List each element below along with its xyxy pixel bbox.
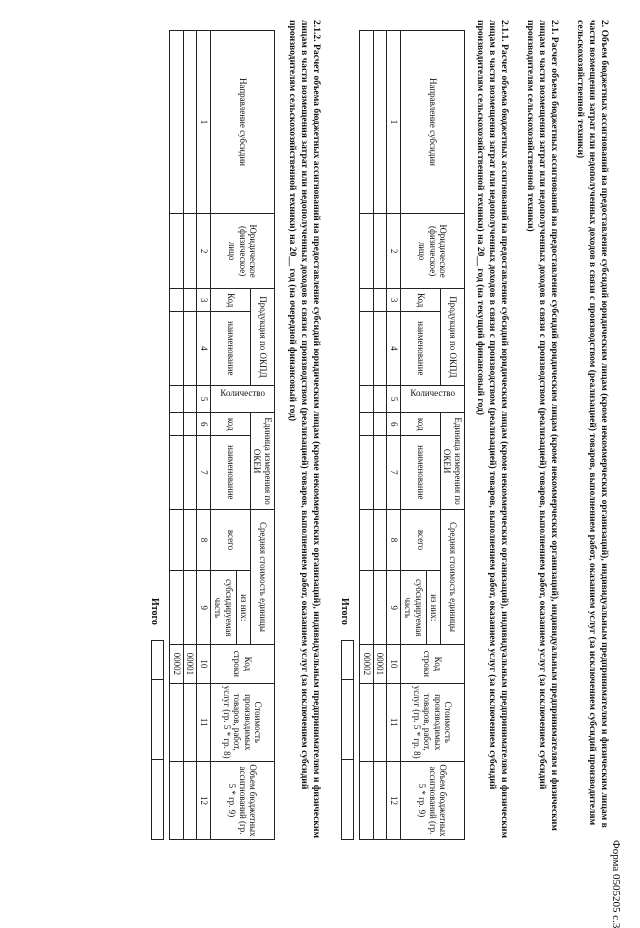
col-row-code: Код строки — [401, 645, 465, 683]
col-okei: Единица измерения по ОКЕИ — [441, 413, 465, 509]
col-volume: Объем бюджетных ассигнований (гр. 5 * гр. 9) — [211, 761, 275, 839]
heading-section-2-1-2: 2.1.2. Расчет объема бюджетных ассигнований на предоставление субсидий юридическим лицам (кроме некоммерческих организаций), индивидуальным предпринимателям и физическим лицам в части возмещения затрат или недополученных доходов в связи с производством (реализацией) товаров, выполнением работ, оказанием услуг (за исключением субсидий производителям сельскохозяйственной техники) на 20__ год (на очередной финансовый год) — [286, 20, 322, 838]
total-row-2 — [151, 640, 164, 840]
col-direction: Направление субсидии — [211, 31, 275, 214]
col-quantity: Количество — [401, 385, 465, 413]
col-row-code: Код строки — [211, 645, 275, 683]
col-cost: Стоимость производимых товаров, работ, услуг (гр. 5 * гр. 8) — [211, 683, 275, 761]
col-okpd: Продукция по ОКПД — [251, 289, 275, 385]
col-number-row: 1 2 3 4 5 6 7 8 9 10 11 12 — [387, 31, 401, 840]
col-avg-total: всего — [401, 509, 441, 571]
col-avg-total: всего — [211, 509, 251, 571]
heading-section-2: 2. Объем бюджетных ассигнований на предоставление субсидий юридическим лицам (кроме некоммерческих организаций), индивидуальным предпринимателям и физическим лицам в части возмещения затрат или недополученных доходов в связи с производством (реализацией) товаров, выполнением работ, оказанием услуг (за исключением субсидий производителям сельскохозяйственной техники) — [574, 20, 610, 828]
table-row: 00002 — [360, 31, 374, 840]
col-quantity: Количество — [211, 385, 275, 413]
col-okei: Единица измерения по ОКЕИ — [251, 413, 275, 509]
table-current-year — [360, 30, 466, 840]
col-entity: Юридическое (физическое) лицо — [211, 213, 275, 288]
col-subsidized: субсидируемая часть — [401, 571, 427, 645]
col-okei-code: код — [401, 413, 441, 436]
table-row: 00001 — [374, 31, 388, 840]
col-okpd-name: наименование — [211, 312, 251, 386]
col-avg-cost: Средняя стоимость единицы — [441, 509, 465, 645]
col-okei-name: наименование — [401, 436, 441, 510]
col-direction: Направление субсидии — [401, 31, 465, 214]
col-okpd: Продукция по ОКПД — [441, 289, 465, 385]
table-row: 00001 — [184, 31, 198, 840]
col-entity: Юридическое (физическое) лицо — [401, 213, 465, 288]
col-okpd-code: Код — [401, 289, 441, 312]
col-subsidized: субсидируемая часть — [211, 571, 237, 645]
col-okei-name: наименование — [211, 436, 251, 510]
total-row-1 — [341, 640, 354, 840]
col-cost: Стоимость производимых товаров, работ, услуг (гр. 5 * гр. 8) — [401, 683, 465, 761]
col-okei-code: код — [211, 413, 251, 436]
col-okpd-code: Код — [211, 289, 251, 312]
col-volume: Объем бюджетных ассигнований (гр. 5 * гр. 9) — [401, 761, 465, 839]
col-number-row: 1 2 3 4 5 6 7 8 9 10 11 12 — [197, 31, 211, 840]
col-okpd-name: наименование — [401, 312, 441, 386]
col-avg-cost: Средняя стоимость единицы — [251, 509, 275, 645]
col-of-which: из них: — [427, 571, 441, 645]
total-label-1: Итого — [339, 598, 350, 625]
col-of-which: из них: — [237, 571, 251, 645]
total-label-2: Итого — [149, 598, 160, 625]
table-next-year — [170, 30, 276, 840]
table-row: 00002 — [170, 31, 184, 840]
form-id: Форма 0505205 с.3 — [610, 840, 622, 928]
heading-section-2-1: 2.1. Расчет объема бюджетных ассигнований на предоставление субсидий юридическим лицам (кроме некоммерческих организаций), индивидуальным предпринимателям и физическим лицам в части возмещения затрат или недополученных доходов в связи с производством (реализацией) товаров, выполнением работ, оказанием услуг (за исключением субсидий производителям сельскохозяйственной техники) — [524, 20, 560, 831]
heading-section-2-1-1: 2.1.1. Расчет объема бюджетных ассигнований на предоставление субсидий юридическим лицам (кроме некоммерческих организаций), индивидуальным предпринимателям и физическим лицам в части возмещения затрат или недополученных доходов в связи с производством (реализацией) товаров, выполнением работ, оказанием услуг (за исключением субсидий производителям сельскохозяйственной техники) на 20__ год (на текущий финансовый год) — [474, 20, 510, 838]
